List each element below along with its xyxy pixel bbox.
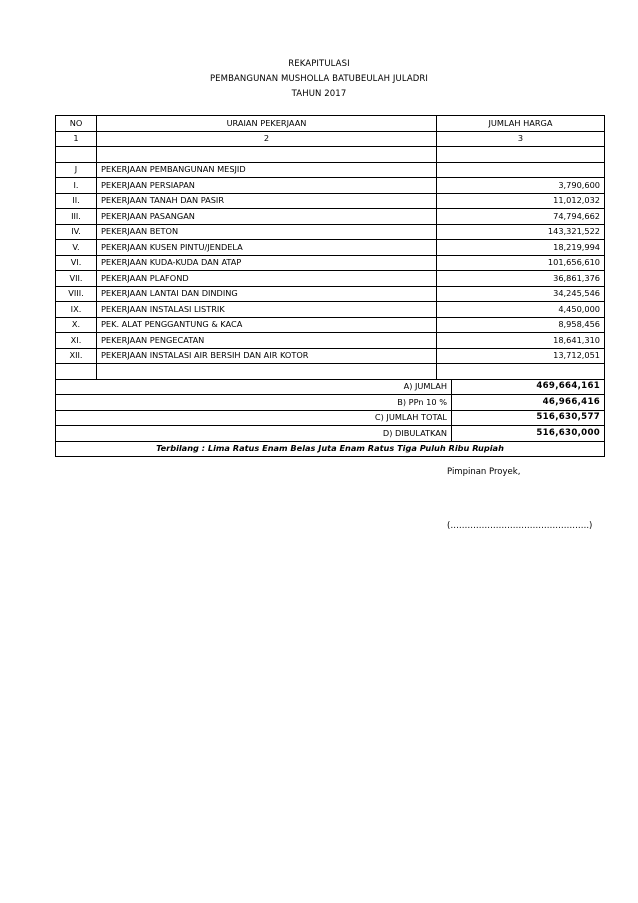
- summary-value: 516,630,577: [452, 410, 605, 426]
- row-uraian: PEKERJAAN KUDA-KUDA DAN ATAP: [97, 255, 437, 271]
- summary-value: 469,664,161: [452, 379, 605, 395]
- col-number-2: 2: [97, 131, 437, 147]
- row-jumlah: 34,245,546: [437, 286, 605, 302]
- row-no: III.: [56, 209, 97, 225]
- row-no: IV.: [56, 224, 97, 240]
- row-jumlah: 36,861,376: [437, 271, 605, 287]
- blank-row: [56, 364, 605, 380]
- table-row: [56, 178, 605, 194]
- blank-cell: [56, 364, 97, 380]
- signature-role: Pimpinan Proyek,: [447, 467, 521, 477]
- summary-row: [56, 395, 605, 411]
- summary-value: 516,630,000: [452, 426, 605, 442]
- table-row: [56, 317, 605, 333]
- summary-row: [56, 379, 605, 395]
- row-uraian: PEKERJAAN INSTALASI AIR BERSIH DAN AIR KOTOR: [97, 348, 437, 364]
- blank-cell: [56, 147, 97, 163]
- row-uraian: PEKERJAAN PLAFOND: [97, 271, 437, 287]
- blank-cell: [97, 147, 437, 163]
- terbilang-row: [56, 441, 605, 457]
- section-row: [56, 162, 605, 178]
- col-header-jumlah: JUMLAH HARGA: [437, 116, 605, 132]
- summary-label: C) JUMLAH TOTAL: [56, 410, 452, 426]
- table-row: [56, 348, 605, 364]
- row-no: VII.: [56, 271, 97, 287]
- doc-title: REKAPITULASI: [288, 59, 350, 69]
- table-row: [56, 333, 605, 349]
- summary-label: A) JUMLAH: [56, 379, 452, 395]
- row-jumlah: 143,321,522: [437, 224, 605, 240]
- table-row: [56, 240, 605, 256]
- signature-name-line: (………………………………………….): [447, 521, 593, 531]
- table-row: [56, 286, 605, 302]
- row-jumlah: 11,012,032: [437, 193, 605, 209]
- section-no: J: [56, 162, 97, 178]
- row-no: VIII.: [56, 286, 97, 302]
- summary-value: 46,966,416: [452, 395, 605, 411]
- row-jumlah: 101,656,610: [437, 255, 605, 271]
- rekap-table: [55, 115, 605, 457]
- doc-subtitle: PEMBANGUNAN MUSHOLLA BATUBEULAH JULADRI: [209, 74, 429, 84]
- table-header-row: [56, 116, 605, 132]
- table-row: [56, 209, 605, 225]
- summary-label: B) PPn 10 %: [56, 395, 452, 411]
- row-no: I.: [56, 178, 97, 194]
- summary-row: [56, 410, 605, 426]
- table-row: [56, 193, 605, 209]
- blank-cell: [97, 364, 437, 380]
- row-no: VI.: [56, 255, 97, 271]
- section-label: PEKERJAAN PEMBANGUNAN MESJID: [97, 162, 437, 178]
- row-no: XI.: [56, 333, 97, 349]
- table-row: [56, 271, 605, 287]
- summary-row: [56, 426, 605, 442]
- table-row: [56, 224, 605, 240]
- row-jumlah: 18,641,310: [437, 333, 605, 349]
- row-jumlah: 4,450,000: [437, 302, 605, 318]
- row-uraian: PEKERJAAN PERSIAPAN: [97, 178, 437, 194]
- row-jumlah: 3,790,600: [437, 178, 605, 194]
- blank-cell: [437, 147, 605, 163]
- blank-cell: [437, 162, 605, 178]
- col-header-uraian: URAIAN PEKERJAAN: [97, 116, 437, 132]
- col-number-1: 1: [56, 131, 97, 147]
- row-jumlah: 74,794,662: [437, 209, 605, 225]
- table-colnum-row: [56, 131, 605, 147]
- row-jumlah: 8,958,456: [437, 317, 605, 333]
- row-no: V.: [56, 240, 97, 256]
- col-header-no: NO: [56, 116, 97, 132]
- row-uraian: PEKERJAAN INSTALASI LISTRIK: [97, 302, 437, 318]
- row-uraian: PEKERJAAN PASANGAN: [97, 209, 437, 225]
- terbilang-text: Terbilang : Lima Ratus Enam Belas Juta Enam Ratus Tiga Puluh Ribu Rupiah: [56, 441, 605, 457]
- summary-label: D) DIBULATKAN: [56, 426, 452, 442]
- row-uraian: PEKERJAAN TANAH DAN PASIR: [97, 193, 437, 209]
- col-number-3: 3: [437, 131, 605, 147]
- row-uraian: PEKERJAAN LANTAI DAN DINDING: [97, 286, 437, 302]
- row-no: IX.: [56, 302, 97, 318]
- row-no: II.: [56, 193, 97, 209]
- row-no: XII.: [56, 348, 97, 364]
- row-uraian: PEKERJAAN BETON: [97, 224, 437, 240]
- table-row: [56, 302, 605, 318]
- doc-year: TAHUN 2017: [291, 89, 347, 99]
- row-jumlah: 18,219,994: [437, 240, 605, 256]
- blank-cell: [437, 364, 605, 380]
- row-uraian: PEKERJAAN PENGECATAN: [97, 333, 437, 349]
- row-uraian: PEKERJAAN KUSEN PINTU/JENDELA: [97, 240, 437, 256]
- row-jumlah: 13,712,051: [437, 348, 605, 364]
- table-row: [56, 255, 605, 271]
- row-uraian: PEK. ALAT PENGGANTUNG & KACA: [97, 317, 437, 333]
- row-no: X.: [56, 317, 97, 333]
- blank-row: [56, 147, 605, 163]
